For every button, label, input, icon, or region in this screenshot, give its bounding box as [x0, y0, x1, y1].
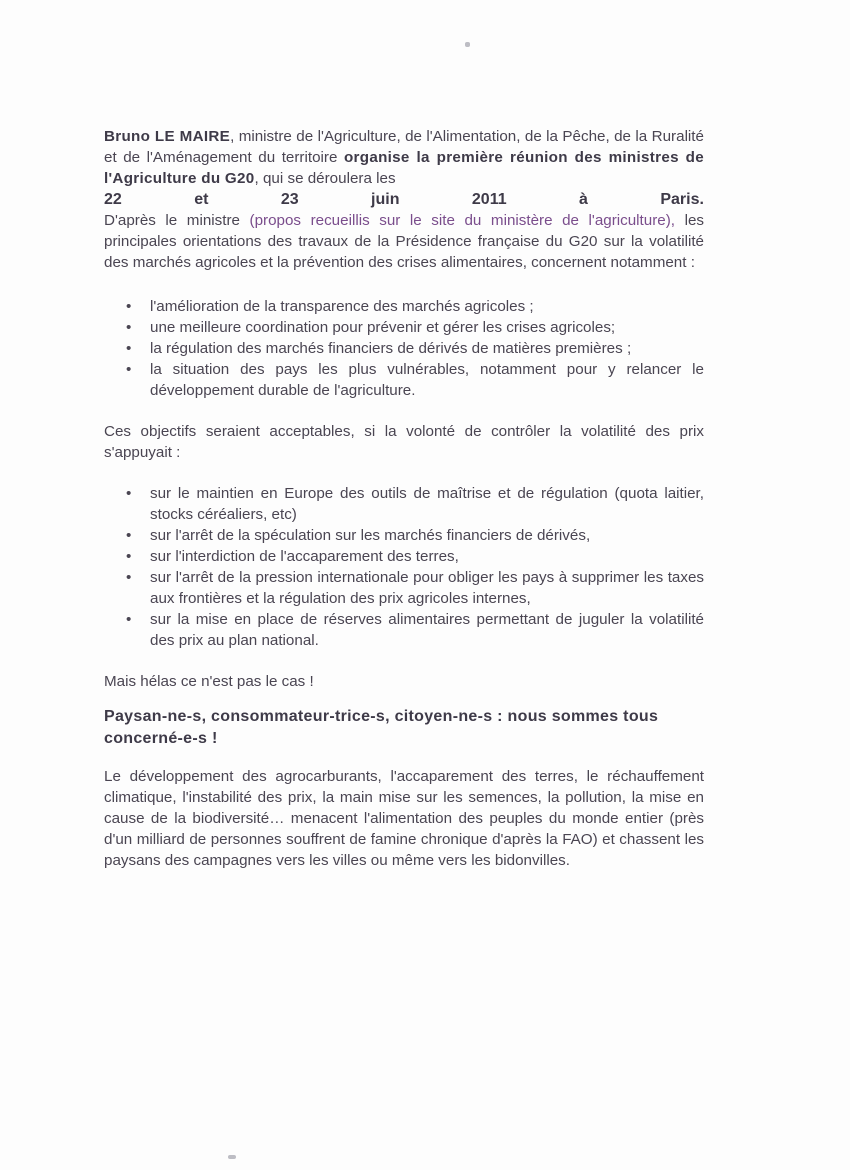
- list-item: [104, 483, 704, 525]
- list-item-text: sur l'arrêt de la pression internationale pour obliger les pays à supprimer les taxes aux frontières et la régulation des prix agricoles internes,: [150, 569, 704, 607]
- orientations-text: les principales orientations des travaux de la Présidence française du G20 sur la volatilité des marchés agricoles et la prévention des crises alimentaires, concernent notamment :: [104, 212, 704, 271]
- date-word: 23: [280, 191, 299, 208]
- list-item-text: une meilleure coordination pour prévenir et gérer les crises agricoles;: [150, 319, 616, 336]
- list-item: [104, 609, 704, 651]
- date-word: Paris.: [660, 191, 704, 208]
- not-the-case-paragraph: Mais hélas ce n'est pas le cas !: [104, 673, 314, 690]
- conditions-list: [104, 483, 704, 651]
- list-item-text: sur l'arrêt de la spéculation sur les marchés financiers de dérivés,: [150, 527, 591, 544]
- list-item: [104, 525, 704, 546]
- date-word: 2011: [471, 191, 507, 208]
- bullet-icon: •: [126, 611, 132, 628]
- meeting-dates-intro: , qui se déroulera les: [254, 170, 396, 187]
- bullet-icon: •: [126, 527, 132, 544]
- orientations-paragraph: [104, 210, 704, 273]
- list-item: [104, 317, 704, 338]
- date-word: à: [579, 191, 588, 208]
- bullet-icon: •: [126, 361, 132, 378]
- list-item: [104, 338, 704, 359]
- bullet-icon: •: [126, 340, 132, 357]
- meeting-announcement: organise la première réunion des ministres de l'Agriculture du G20: [104, 149, 704, 187]
- threats-paragraph: Le développement des agrocarburants, l'accaparement des terres, le réchauffement climatique, l'instabilité des prix, la main mise sur les semences, la pollution, la mise en cause de la biodiversité… menacent l'alimentation des peuples du monde entier (près d'un milliard de personnes souffrent de famine chronique d'après la FAO) et chassent les paysans des campagnes vers les villes ou même vers les bidonvilles.: [104, 768, 704, 869]
- bullet-icon: •: [126, 548, 132, 565]
- bullet-icon: •: [126, 569, 132, 586]
- orientations-intro: D'après le ministre: [104, 212, 250, 229]
- date-word: juin: [371, 191, 400, 208]
- list-item: [104, 296, 704, 317]
- orientations-list: [104, 296, 704, 401]
- list-item: [104, 359, 704, 401]
- list-item-text: sur la mise en place de réserves alimentaires permettant de juguler la volatilité des prix au plan national.: [150, 611, 704, 649]
- list-item-text: sur le maintien en Europe des outils de maîtrise et de régulation (quota laitier, stocks céréaliers, etc): [150, 485, 704, 523]
- list-item-text: sur l'interdiction de l'accaparement des terres,: [150, 548, 459, 565]
- bullet-icon: •: [126, 319, 132, 336]
- list-item: [104, 546, 704, 567]
- minister-name: Bruno LE MAIRE: [104, 128, 231, 145]
- source-note: (propos recueillis sur le site du ministère de l'agriculture),: [249, 212, 676, 229]
- list-item-text: la situation des pays les plus vulnérables, notamment pour y relancer le développement durable de l'agriculture.: [150, 361, 704, 399]
- meeting-date-line: [104, 189, 704, 210]
- document-body: [104, 126, 704, 871]
- scan-speck-bottom: [228, 1155, 236, 1159]
- list-item: [104, 567, 704, 609]
- list-item-text: la régulation des marchés financiers de dérivés de matières premières ;: [150, 340, 632, 357]
- objectives-paragraph: Ces objectifs seraient acceptables, si la volonté de contrôler la volatilité des prix s'appuyait :: [104, 423, 704, 461]
- minister-title: , ministre de l'Agriculture, de l'Alimentation, de la Pêche, de la Ruralité et de l'Aménagement du territoire: [104, 128, 704, 166]
- scan-speck-top: [465, 42, 470, 47]
- intro-paragraph: [104, 126, 704, 189]
- list-item-text: l'amélioration de la transparence des marchés agricoles ;: [150, 298, 534, 315]
- bullet-icon: •: [126, 298, 132, 315]
- section-heading: Paysan-ne-s, consommateur-trice-s, citoyen-ne-s : nous sommes tous concerné-e-s !: [104, 708, 659, 747]
- date-word: et: [194, 191, 209, 208]
- date-word: 22: [104, 191, 122, 208]
- bullet-icon: •: [126, 485, 132, 502]
